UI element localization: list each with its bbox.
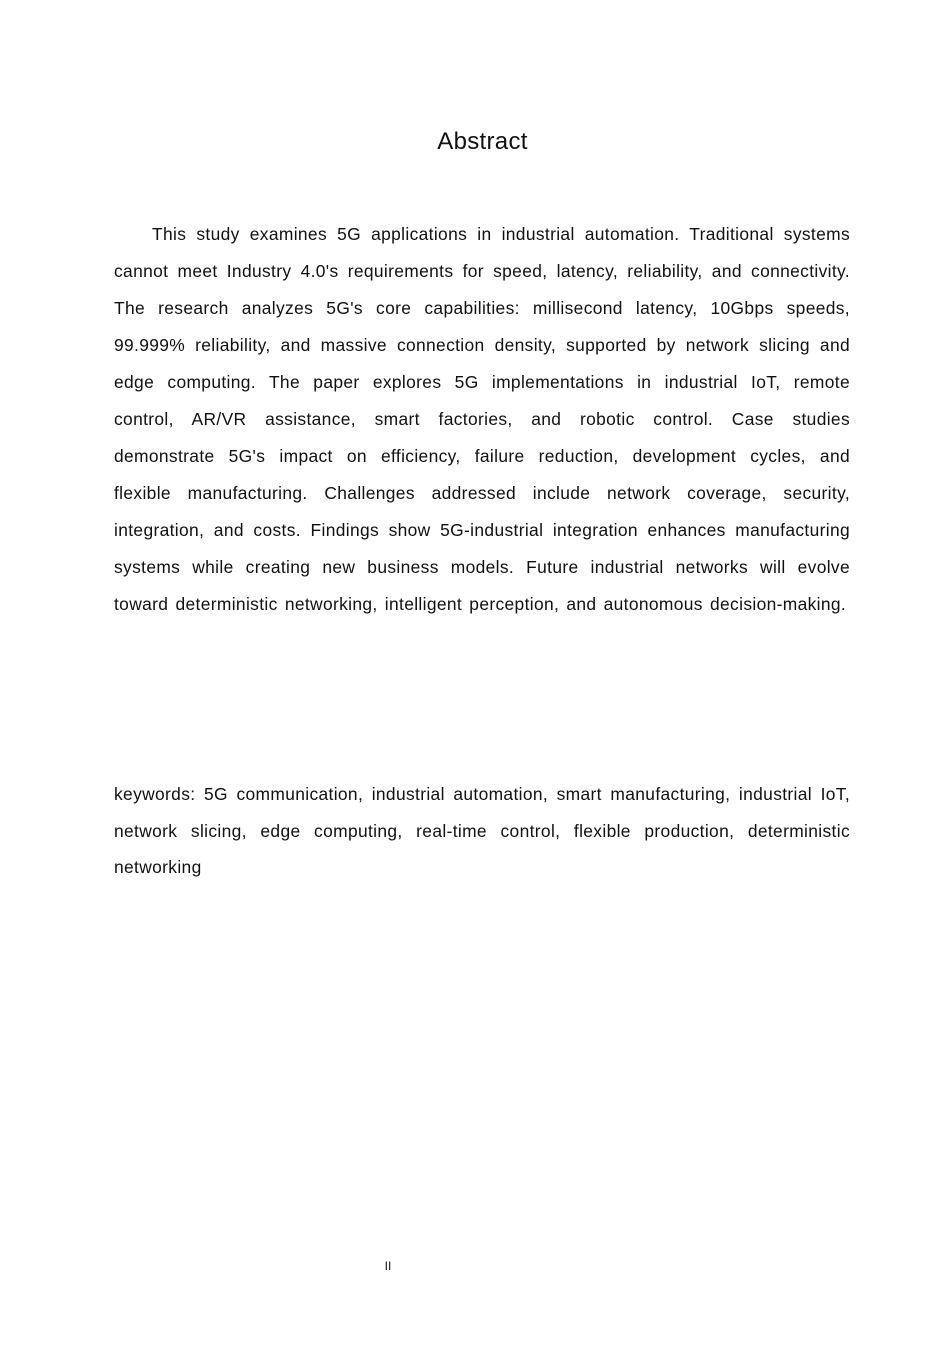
abstract-paragraph: This study examines 5G applications in industrial automation. Traditional systems cannot meet Industry 4.0's requirements for speed, latency, reliability, and connectivity. The research analyzes 5G's core capabilities: millisecond latency, 10Gbps speeds, 99.999% reliability, and massive connection density, supported by network slicing and edge computing. The paper explores 5G implementations in industrial IoT, remote control, AR/VR assistance, smart factories, and robotic control. Case studies demonstrate 5G's impact on efficiency, failure reduction, development cycles, and flexible manufacturing. Challenges addressed include network coverage, security, integration, and costs. Findings show 5G-industrial integration enhances manufacturing systems while creating new business models. Future industrial networks will evolve toward deterministic networking, intelligent perception, and autonomous decision-making.	[114, 224, 850, 614]
page-number: II	[384, 1259, 392, 1273]
keywords-paragraph: keywords: 5G communication, industrial automation, smart manufacturing, industrial IoT, network slicing, edge computing, real-time control, flexible production, deterministic networking	[114, 784, 850, 877]
page-title: Abstract	[437, 128, 528, 155]
